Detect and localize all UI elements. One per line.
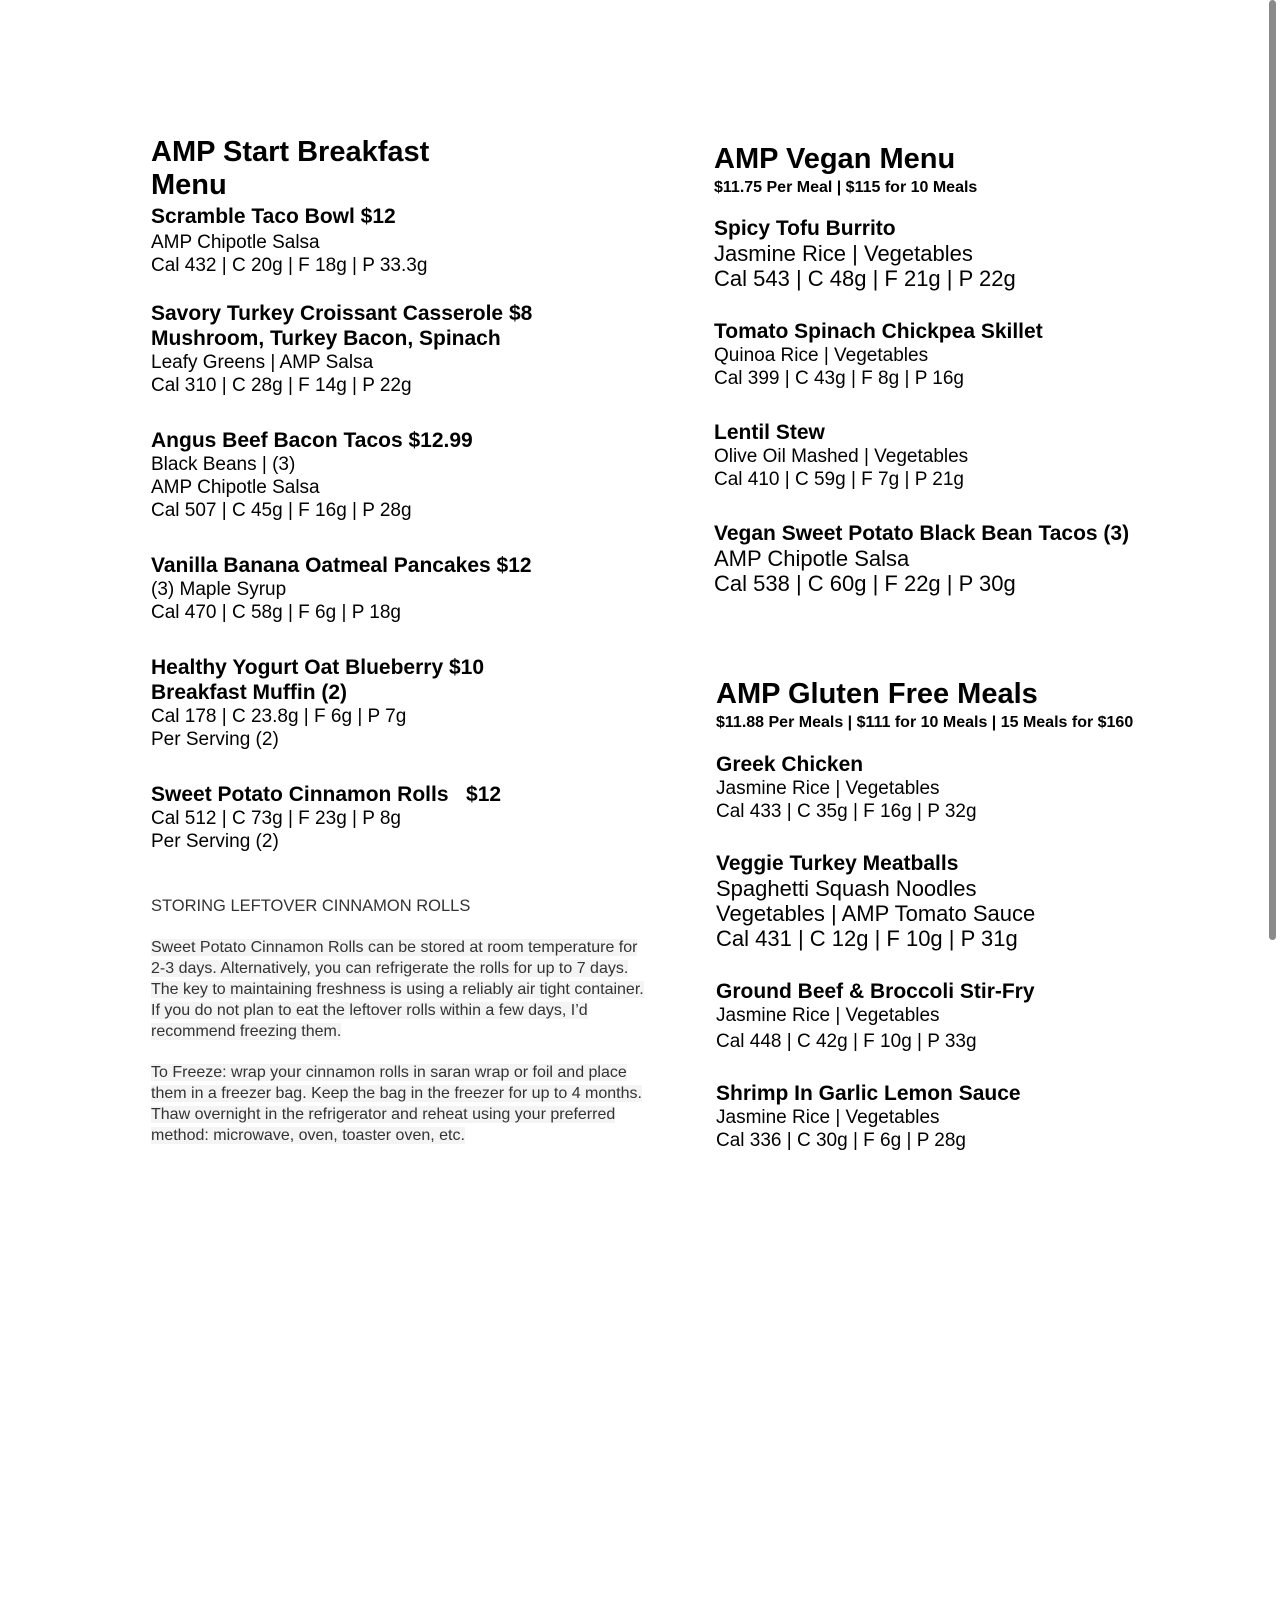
menu-item-name: Scramble Taco Bowl $12 (151, 205, 396, 228)
storing-text-line: Sweet Potato Cinnamon Rolls can be stored at room temperature for (151, 939, 638, 956)
menu-item (151, 782, 681, 853)
page-scrollbar[interactable] (1269, 0, 1276, 940)
freezing-text-line: Thaw overnight in the refrigerator and reheat using your preferred (151, 1106, 616, 1123)
menu-item (151, 655, 681, 751)
freezing-text-line: To Freeze: wrap your cinnamon rolls in saran wrap or foil and place (151, 1064, 627, 1081)
menu-item (151, 428, 681, 522)
menu-item-detail: AMP Chipotle Salsa (151, 477, 320, 498)
vegan-menu-title: AMP Vegan Menu (714, 143, 956, 175)
menu-item-detail: Black Beans | (3) (151, 454, 296, 475)
menu-item (716, 752, 1246, 823)
menu-item-detail: Per Serving (2) (151, 729, 279, 750)
menu-item-name: Tomato Spinach Chickpea Skillet (714, 320, 1043, 343)
menu-item-name-cont: Mushroom, Turkey Bacon, Spinach (151, 327, 501, 350)
menu-item-detail: Jasmine Rice | Vegetables (716, 778, 940, 799)
menu-item-name-cont: Breakfast Muffin (2) (151, 681, 348, 704)
storing-heading: STORING LEFTOVER CINNAMON ROLLS (151, 897, 471, 915)
menu-item-nutrition: Cal 507 | C 45g | F 16g | P 28g (151, 500, 412, 521)
storing-text-line: If you do not plan to eat the leftover rolls within a few days, I’d (151, 1002, 588, 1019)
menu-item (151, 204, 681, 277)
gluten-free-menu-pricing: $11.88 Per Meals | $111 for 10 Meals | 15 Meals for $160 (716, 714, 1134, 731)
gluten-free-menu-section (716, 678, 1246, 1152)
menu-item (714, 521, 1234, 596)
vegan-menu-pricing: $11.75 Per Meal | $115 for 10 Meals (714, 179, 978, 196)
menu-item-name: Vegan Sweet Potato Black Bean Tacos (3) (714, 522, 1130, 545)
gluten-free-menu-title: AMP Gluten Free Meals (716, 678, 1038, 710)
storing-text-line: The key to maintaining freshness is using a reliably air tight container. (151, 981, 644, 998)
menu-item-detail: AMP Chipotle Salsa (151, 232, 320, 253)
menu-item-nutrition: Cal 448 | C 42g | F 10g | P 33g (716, 1031, 977, 1052)
menu-item-name: Healthy Yogurt Oat Blueberry $10 (151, 656, 484, 679)
menu-item-nutrition: Cal 310 | C 28g | F 14g | P 22g (151, 375, 412, 396)
storing-paragraph (151, 937, 676, 1042)
freezing-text-line: them in a freezer bag. Keep the bag in the freezer for up to 4 months. (151, 1085, 642, 1102)
breakfast-menu-title: AMP Start Breakfast Menu (151, 136, 430, 201)
menu-item-detail: Per Serving (2) (151, 831, 279, 852)
menu-item-nutrition: Cal 512 | C 73g | F 23g | P 8g (151, 808, 401, 829)
menu-item-name: Sweet Potato Cinnamon Rolls $12 (151, 783, 502, 806)
menu-item-name: Veggie Turkey Meatballs (716, 852, 959, 875)
menu-item (714, 420, 1234, 491)
breakfast-menu-section (151, 136, 681, 1146)
menu-item (714, 319, 1234, 390)
menu-item-nutrition: Cal 410 | C 59g | F 7g | P 21g (714, 469, 964, 490)
menu-item-detail: Jasmine Rice | Vegetables (716, 1107, 940, 1128)
menu-item-name: Greek Chicken (716, 753, 864, 776)
menu-item-name: Spicy Tofu Burrito (714, 217, 896, 240)
menu-item (716, 851, 1246, 951)
menu-item-nutrition: Cal 433 | C 35g | F 16g | P 32g (716, 801, 977, 822)
menu-item-nutrition: Cal 432 | C 20g | F 18g | P 33.3g (151, 255, 428, 276)
menu-item-name: Shrimp In Garlic Lemon Sauce (716, 1082, 1021, 1105)
menu-item-name: Vanilla Banana Oatmeal Pancakes $12 (151, 554, 532, 577)
freezing-text-line: method: microwave, oven, toaster oven, etc. (151, 1127, 465, 1144)
menu-item-nutrition: Cal 399 | C 43g | F 8g | P 16g (714, 368, 964, 389)
menu-item-nutrition: Cal 538 | C 60g | F 22g | P 30g (714, 571, 1016, 596)
menu-item (716, 1081, 1246, 1152)
menu-item-name: Angus Beef Bacon Tacos $12.99 (151, 429, 473, 452)
menu-item-detail: AMP Chipotle Salsa (714, 546, 910, 571)
menu-item-detail: Jasmine Rice | Vegetables (714, 241, 973, 266)
menu-item-name: Ground Beef & Broccoli Stir-Fry (716, 980, 1035, 1003)
freezing-paragraph (151, 1062, 676, 1146)
menu-item (151, 553, 681, 624)
menu-item-nutrition: Cal 431 | C 12g | F 10g | P 31g (716, 926, 1018, 951)
menu-item-detail: Leafy Greens | AMP Salsa (151, 352, 374, 373)
menu-item-name: Savory Turkey Croissant Casserole $8 (151, 302, 533, 325)
menu-item-nutrition: Cal 336 | C 30g | F 6g | P 28g (716, 1130, 966, 1151)
menu-item-detail: Spaghetti Squash Noodles (716, 876, 977, 901)
menu-item (716, 979, 1246, 1053)
menu-item-detail: Vegetables | AMP Tomato Sauce (716, 901, 1036, 926)
menu-item-detail: (3) Maple Syrup (151, 579, 287, 600)
menu-item-nutrition: Cal 178 | C 23.8g | F 6g | P 7g (151, 706, 407, 727)
menu-item-name: Lentil Stew (714, 421, 825, 444)
menu-item-detail: Jasmine Rice | Vegetables (716, 1005, 940, 1026)
menu-item-detail: Quinoa Rice | Vegetables (714, 345, 929, 366)
menu-item (714, 216, 1234, 291)
menu-item-detail: Olive Oil Mashed | Vegetables (714, 446, 969, 467)
menu-item (151, 301, 681, 397)
vegan-menu-section (714, 143, 1234, 596)
storing-text-line: 2-3 days. Alternatively, you can refrigerate the rolls for up to 7 days. (151, 960, 629, 977)
menu-item-nutrition: Cal 470 | C 58g | F 6g | P 18g (151, 602, 401, 623)
storing-text-line: recommend freezing them. (151, 1023, 342, 1040)
menu-item-nutrition: Cal 543 | C 48g | F 21g | P 22g (714, 266, 1016, 291)
